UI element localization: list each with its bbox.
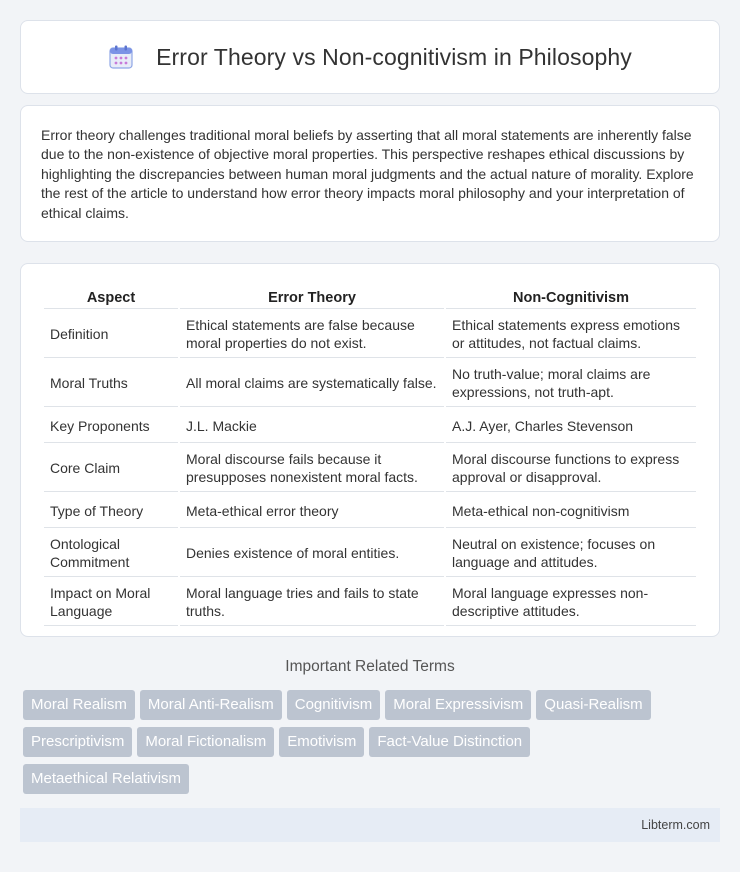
table-row bbox=[44, 494, 696, 528]
page-title: Error Theory vs Non-cognitivism in Philosophy bbox=[156, 43, 632, 70]
table-cell: A.J. Ayer, Charles Stevenson bbox=[446, 409, 696, 443]
table-cell: Ethical statements express emotions or attitudes, not factual claims. bbox=[446, 311, 696, 358]
related-term-tag[interactable]: Cognitivism bbox=[287, 690, 381, 720]
table-cell: Neutral on existence; focuses on language and attitudes. bbox=[446, 530, 696, 577]
table-cell: Impact on Moral Language bbox=[44, 579, 178, 626]
table-cell: Meta-ethical error theory bbox=[180, 494, 444, 528]
related-term-tag[interactable]: Moral Anti-Realism bbox=[140, 690, 282, 720]
table-cell: J.L. Mackie bbox=[180, 409, 444, 443]
table-cell: Moral discourse functions to express approval or disapproval. bbox=[446, 445, 696, 492]
table-cell: Definition bbox=[44, 311, 178, 358]
table-cell: Meta-ethical non-cognitivism bbox=[446, 494, 696, 528]
column-header: Non-Cognitivism bbox=[446, 284, 696, 309]
table-cell: Ethical statements are false because moral properties do not exist. bbox=[180, 311, 444, 358]
column-header: Aspect bbox=[44, 284, 178, 309]
table-cell: Moral language tries and fails to state truths. bbox=[180, 579, 444, 626]
related-term-tag[interactable]: Fact-Value Distinction bbox=[369, 727, 530, 757]
table-cell: Moral discourse fails because it presupposes nonexistent moral facts. bbox=[180, 445, 444, 492]
table-header-row bbox=[44, 284, 696, 309]
table-cell: Moral language expresses non-descriptive attitudes. bbox=[446, 579, 696, 626]
related-terms-list bbox=[23, 690, 723, 801]
related-term-tag[interactable]: Moral Expressivism bbox=[385, 690, 531, 720]
table-cell: Ontological Commitment bbox=[44, 530, 178, 577]
related-term-tag[interactable]: Prescriptivism bbox=[23, 727, 132, 757]
table-cell: All moral claims are systematically false. bbox=[180, 360, 444, 407]
table-cell: Moral Truths bbox=[44, 360, 178, 407]
table-row bbox=[44, 579, 696, 626]
related-term-tag[interactable]: Metaethical Relativism bbox=[23, 764, 189, 794]
table-cell: Type of Theory bbox=[44, 494, 178, 528]
table-cell: No truth-value; moral claims are expressions, not truth-apt. bbox=[446, 360, 696, 407]
footer-site-link[interactable]: Libterm.com bbox=[641, 818, 710, 832]
table-row bbox=[44, 409, 696, 443]
related-terms-heading: Important Related Terms bbox=[285, 658, 455, 675]
calendar-icon bbox=[108, 44, 134, 70]
table-row bbox=[44, 311, 696, 358]
comparison-card bbox=[20, 263, 720, 637]
table-row bbox=[44, 530, 696, 577]
related-term-tag[interactable]: Moral Fictionalism bbox=[137, 727, 274, 757]
related-term-tag[interactable]: Emotivism bbox=[279, 727, 364, 757]
intro-card bbox=[20, 105, 720, 242]
table-cell: Core Claim bbox=[44, 445, 178, 492]
title-card bbox=[20, 20, 720, 94]
table-cell: Denies existence of moral entities. bbox=[180, 530, 444, 577]
related-term-tag[interactable]: Quasi-Realism bbox=[536, 690, 650, 720]
intro-paragraph: Error theory challenges traditional moral beliefs by asserting that all moral statements are inherently false due to the non-existence of objective moral properties. This perspective reshapes ethical discussions by highlighting the discrepancies between human moral judgments and the actual nature of morality. Explore the rest of the article to understand how error theory impacts moral philosophy and your interpretation of ethical claims. bbox=[41, 127, 694, 221]
comparison-table bbox=[42, 282, 698, 628]
related-term-tag[interactable]: Moral Realism bbox=[23, 690, 135, 720]
table-cell: Key Proponents bbox=[44, 409, 178, 443]
table-row bbox=[44, 360, 696, 407]
column-header: Error Theory bbox=[180, 284, 444, 309]
footer bbox=[20, 808, 720, 842]
table-row bbox=[44, 445, 696, 492]
